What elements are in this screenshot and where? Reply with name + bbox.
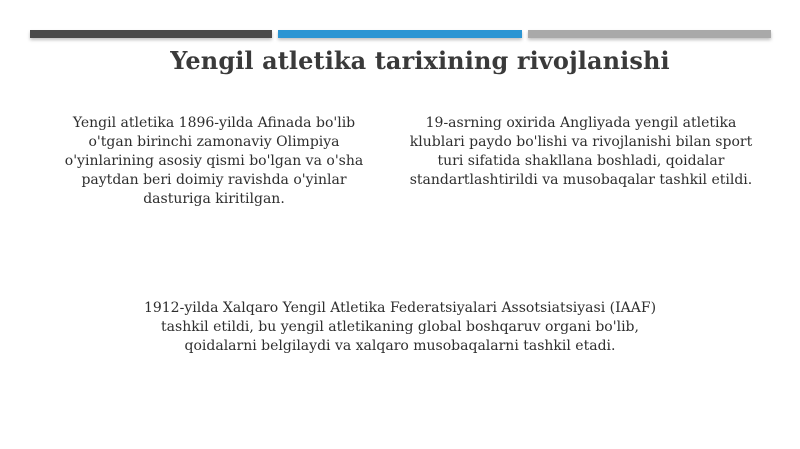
slide-title: Yengil atletika tarixining rivojlanishi	[170, 46, 670, 75]
paragraph-england	[396, 114, 766, 190]
paragraph-olympics	[58, 114, 370, 209]
accent-bar-blue	[278, 30, 522, 38]
paragraph-line: paytdan beri doimiy ravishda o'yinlar	[81, 172, 347, 188]
accent-bar-light	[528, 30, 771, 38]
paragraph-line: tashkil etildi, bu yengil atletikaning global boshqaruv organi bo'lib,	[161, 319, 639, 335]
paragraph-line: o'tgan birinchi zamonaviy Olimpiya	[88, 134, 340, 150]
accent-bar-dark	[30, 30, 272, 38]
paragraph-line: qoidalarni belgilaydi va xalqaro musobaqalarni tashkil etadi.	[184, 338, 616, 354]
paragraph-line: klublari paydo bo'lishi va rivojlanishi bilan sport	[409, 134, 753, 150]
paragraph-line: turi sifatida shakllana boshladi, qoidalar	[437, 153, 725, 169]
paragraph-line: dasturiga kiritilgan.	[143, 191, 285, 207]
paragraph-line: o'yinlarining asosiy qismi bo'lgan va o'sha	[64, 153, 364, 169]
paragraph-iaaf	[120, 299, 680, 356]
paragraph-line: Yengil atletika 1896-yilda Afinada bo'lib	[72, 115, 356, 131]
paragraph-line: standartlashtirildi va musobaqalar tashkil etildi.	[409, 172, 753, 188]
paragraph-line: 19-asrning oxirida Angliyada yengil atletika	[425, 115, 737, 131]
paragraph-line: 1912-yilda Xalqaro Yengil Atletika Federatsiyalari Assotsiatsiyasi (IAAF)	[143, 300, 657, 316]
